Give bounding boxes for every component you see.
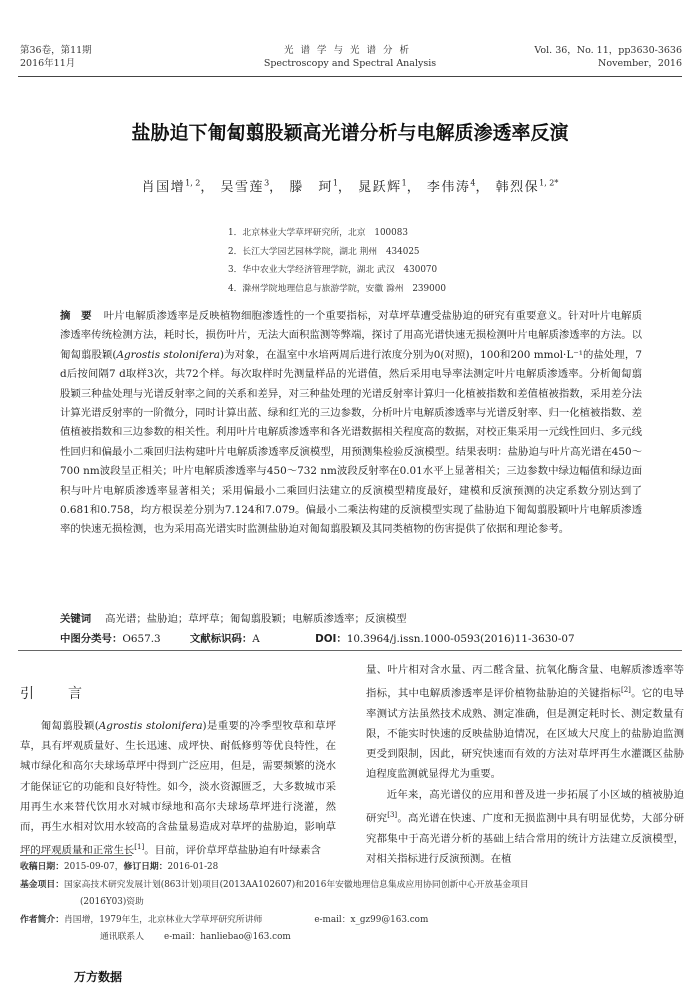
doi-value: 10.3964/j.issn.1000-0593(2016)11-3630-07 bbox=[346, 633, 575, 645]
intro-paragraph bbox=[366, 785, 684, 869]
author-affiliation-mark: 1, 2* bbox=[539, 178, 559, 188]
clc-value: O657.3 bbox=[122, 633, 161, 645]
author-list bbox=[0, 176, 700, 195]
classification-line bbox=[60, 630, 575, 645]
fund-text: 国家高技术研究发展计划(863计划)项目(2013AA102607)和2016年安徽地理信息集成应用协同创新中心开放基金项目 bbox=[64, 880, 529, 890]
author-separator: ， bbox=[200, 180, 215, 195]
publication-date-en: November，2016 bbox=[598, 58, 682, 69]
clc-label: 中图分类号： bbox=[60, 633, 123, 645]
intro-species-name: Agrostis stolonifera bbox=[98, 720, 203, 732]
journal-name-cn: 光谱学与光谱分析 bbox=[283, 45, 416, 56]
author-affiliation-mark: 3 bbox=[264, 178, 270, 188]
keywords-label: 关键词 bbox=[60, 613, 92, 625]
author-bio: 肖国增，1979年生，北京林业大学草坪研究所讲师 bbox=[64, 915, 263, 925]
received-label: 收稿日期： bbox=[20, 862, 64, 872]
intro-paragraph bbox=[366, 660, 684, 785]
footnote-dates bbox=[20, 859, 218, 875]
author-name: 晁跃辉 bbox=[358, 180, 402, 195]
publication-date-cn: 2016年11月 bbox=[20, 58, 76, 69]
intro-left-column bbox=[20, 716, 336, 861]
author-separator: ， bbox=[406, 180, 422, 195]
corresponding-email: e-mail：hanliebao@163.com bbox=[164, 932, 291, 942]
corresponding-label: 通讯联系人 bbox=[100, 932, 144, 942]
intro-text-part3: 。目前，评价草坪草盐胁迫有叶绿素含 bbox=[144, 844, 321, 857]
revised-date: 2016-01-28 bbox=[167, 862, 219, 872]
intro-right-text-part4: 。高光谱在快速、广度和无损监测中具有明显优势，大部分研究都集中于高光谱分析的基础上结合常用的统计方法建立反演模型，对相关指标进行反演预测。在植 bbox=[366, 812, 685, 865]
author-separator: ， bbox=[337, 180, 353, 195]
footnote-fund bbox=[20, 877, 529, 893]
keywords bbox=[60, 610, 407, 625]
volume-issue-line: 第36卷，第11期 bbox=[20, 45, 92, 56]
affiliation-item: 1．北京林业大学草坪研究所，北京 100083 bbox=[228, 228, 408, 238]
section-heading-intro: 引 言 bbox=[20, 686, 92, 702]
author-affiliation-mark: 1, 2 bbox=[185, 178, 201, 188]
footnote-rule bbox=[20, 855, 132, 856]
abstract-text-part2: )为对象，在温室中水培两周后进行浓度分别为0(对照)，100和200 mmol·L⁻¹的盐处理，7 d后按间隔7 d取样3次，共72个样。每次取样时先测量样品的光谱值，然后采用电导率法测定叶片电解质渗透率。分析匍匐翦股颖三种盐处理与光谱反射率之间的关系和差异，对三种盐处理的光谱反射率计算归一化植被指数和差值植被指数，采用差分法计算光谱反射率的一阶微分，同时计算出蓝、绿和红光的三边参数，分析叶片电解质渗透率与光谱反射率、归一化植被指数、差值植被指数和三边参数的相关性。利用叶片电解质渗透率和各光谱数据相关程度高的数据，对校正集采用一元线性回归、多元线性回归和偏最小二乘回归法构建叶片电解质渗透率反演模型，用预测集检验反演模型。结果表明：盐胁迫与叶片高光谱在450～700 nm波段呈正相关；叶片电解质渗透率与450～732 nm波段反射率在0.01水平上显著相关；三边参数中绿边幅值和绿边面积与叶片电解质渗透率显著相关；采用偏最小二乘回归法建立的反演模型精度最好，建模和反演预测的决定系数分别达到了0.681和0.758，均方根误差分别为7.124和7.079。偏最小二乘法构建的反演模型实现了盐胁迫下匍匐翦股颖叶片电解质渗透率的快速无损检测，也为采用高光谱实时监测盐胁迫对匍匐翦股颖及其同类植物的伤害提供了依据和理论参考。 bbox=[60, 348, 642, 536]
citation-ref: [3] bbox=[387, 810, 398, 819]
footnote-corresponding bbox=[100, 929, 291, 945]
footnote-author bbox=[20, 912, 428, 928]
footnote-fund-continued: (2016Y03)资助 bbox=[80, 897, 144, 907]
author-affiliation-mark: 1 bbox=[332, 178, 338, 188]
abstract bbox=[60, 307, 642, 540]
fund-label: 基金项目： bbox=[20, 880, 64, 890]
author-affiliation-mark: 1 bbox=[401, 178, 407, 188]
affiliation-list bbox=[228, 224, 446, 298]
journal-name-en: Spectroscopy and Spectral Analysis bbox=[263, 58, 437, 69]
keywords-text: 高光谱；盐胁迫；草坪草；匍匐翦股颖；电解质渗透率；反演模型 bbox=[105, 613, 407, 625]
intro-right-text-part1: 量、叶片相对含水量、丙二醛含量、抗氧化酶含量、电解质渗透率等指标，其中电解质渗透率是评价植物盐胁迫的关键指标 bbox=[366, 664, 684, 700]
paper-title: 盐胁迫下匍匐翦股颖高光谱分析与电解质渗透率反演 bbox=[131, 122, 569, 144]
intro-text-part1: 匍匐翦股颖( bbox=[40, 720, 99, 732]
revised-label: 修订日期： bbox=[123, 862, 168, 872]
abstract-text-part1: 叶片电解质渗透率是反映植物细胞渗透性的一个重要指标，对草坪草遭受盐胁迫的研究有重要意义。针对叶片电解质渗透率传统检测方法，耗时长，损伤叶片，无法大面积监测等弊端，探讨了用高光谱快速无损检测叶片电解质渗透率的方法。以匍匐翦股颖( bbox=[60, 310, 643, 361]
author-name: 肖国增 bbox=[141, 180, 186, 195]
doi-label: DOI： bbox=[315, 633, 347, 645]
author-name: 吴雪莲 bbox=[220, 180, 265, 195]
header-rule bbox=[18, 76, 682, 77]
affiliation-item: 3．华中农业大学经济管理学院，湖北 武汉 430070 bbox=[228, 265, 438, 275]
author-email: e-mail：x_gz99@163.com bbox=[314, 915, 429, 925]
citation-ref: [2] bbox=[620, 686, 631, 695]
intro-right-text-part2: 。它的电导率测试方法虽然技术成熟、测定准确，但是测定耗时长、测定数量有限，不能实时快速的反映盐胁迫情况，在区域大尺度上的盐胁迫监测更受到限制，因此，研究快速而有效的方法对草坪再生水灌溉区盐胁迫程度监测就显得尤为重要。 bbox=[366, 687, 685, 781]
abstract-label: 摘 要 bbox=[60, 310, 92, 322]
intro-right-column bbox=[366, 660, 684, 869]
author-separator: ， bbox=[475, 180, 490, 195]
watermark: 万方数据 bbox=[74, 970, 123, 984]
affiliation-item: 4．滁州学院地理信息与旅游学院，安徽 滁州 239000 bbox=[228, 283, 446, 294]
doc-code-label: 文献标识码： bbox=[189, 633, 253, 645]
volume-pages-en: Vol. 36，No. 11，pp3630-3636 bbox=[534, 45, 682, 56]
doc-code-value: A bbox=[252, 633, 260, 645]
author-name: 韩烈保 bbox=[495, 180, 540, 195]
affiliation-item: 2．长江大学园艺园林学院，湖北 荆州 434025 bbox=[228, 246, 420, 257]
author-name: 滕 珂 bbox=[289, 180, 333, 195]
author-separator: ， bbox=[269, 180, 284, 195]
author-affiliation-mark: 4 bbox=[470, 178, 476, 188]
abstract-divider bbox=[18, 650, 682, 651]
intro-right-text-part3: 近年来，高光谱仪的应用和普及进一步拓展了小区域的植被胁迫研究 bbox=[366, 788, 684, 825]
citation-ref: [1] bbox=[134, 843, 145, 852]
received-date: 2015-09-07， bbox=[64, 862, 124, 872]
abstract-species-name: Agrostis stolonifera bbox=[116, 348, 220, 361]
author-name: 李伟涛 bbox=[426, 180, 471, 195]
author-bio-label: 作者简介： bbox=[20, 915, 64, 925]
intro-text-part2: )是重要的冷季型牧草和草坪草，具有坪观质量好、生长迅速、成坪快、耐低修剪等优良特性，在城市绿化和高尔夫球场草坪中得到广泛应用，但是，需要频繁的浇水才能保证它的功能和良好特性。如今，淡水资源匮乏，大多数城市采用再生水来替代饮用水对城市绿地和高尔夫球场草坪进行浇灌，然而，再生水相对饮用水较高的含盐量易造成对草坪的盐胁迫，影响草坪的坪观质量和正常生长 bbox=[20, 720, 337, 857]
journal-volume-en bbox=[534, 44, 682, 70]
